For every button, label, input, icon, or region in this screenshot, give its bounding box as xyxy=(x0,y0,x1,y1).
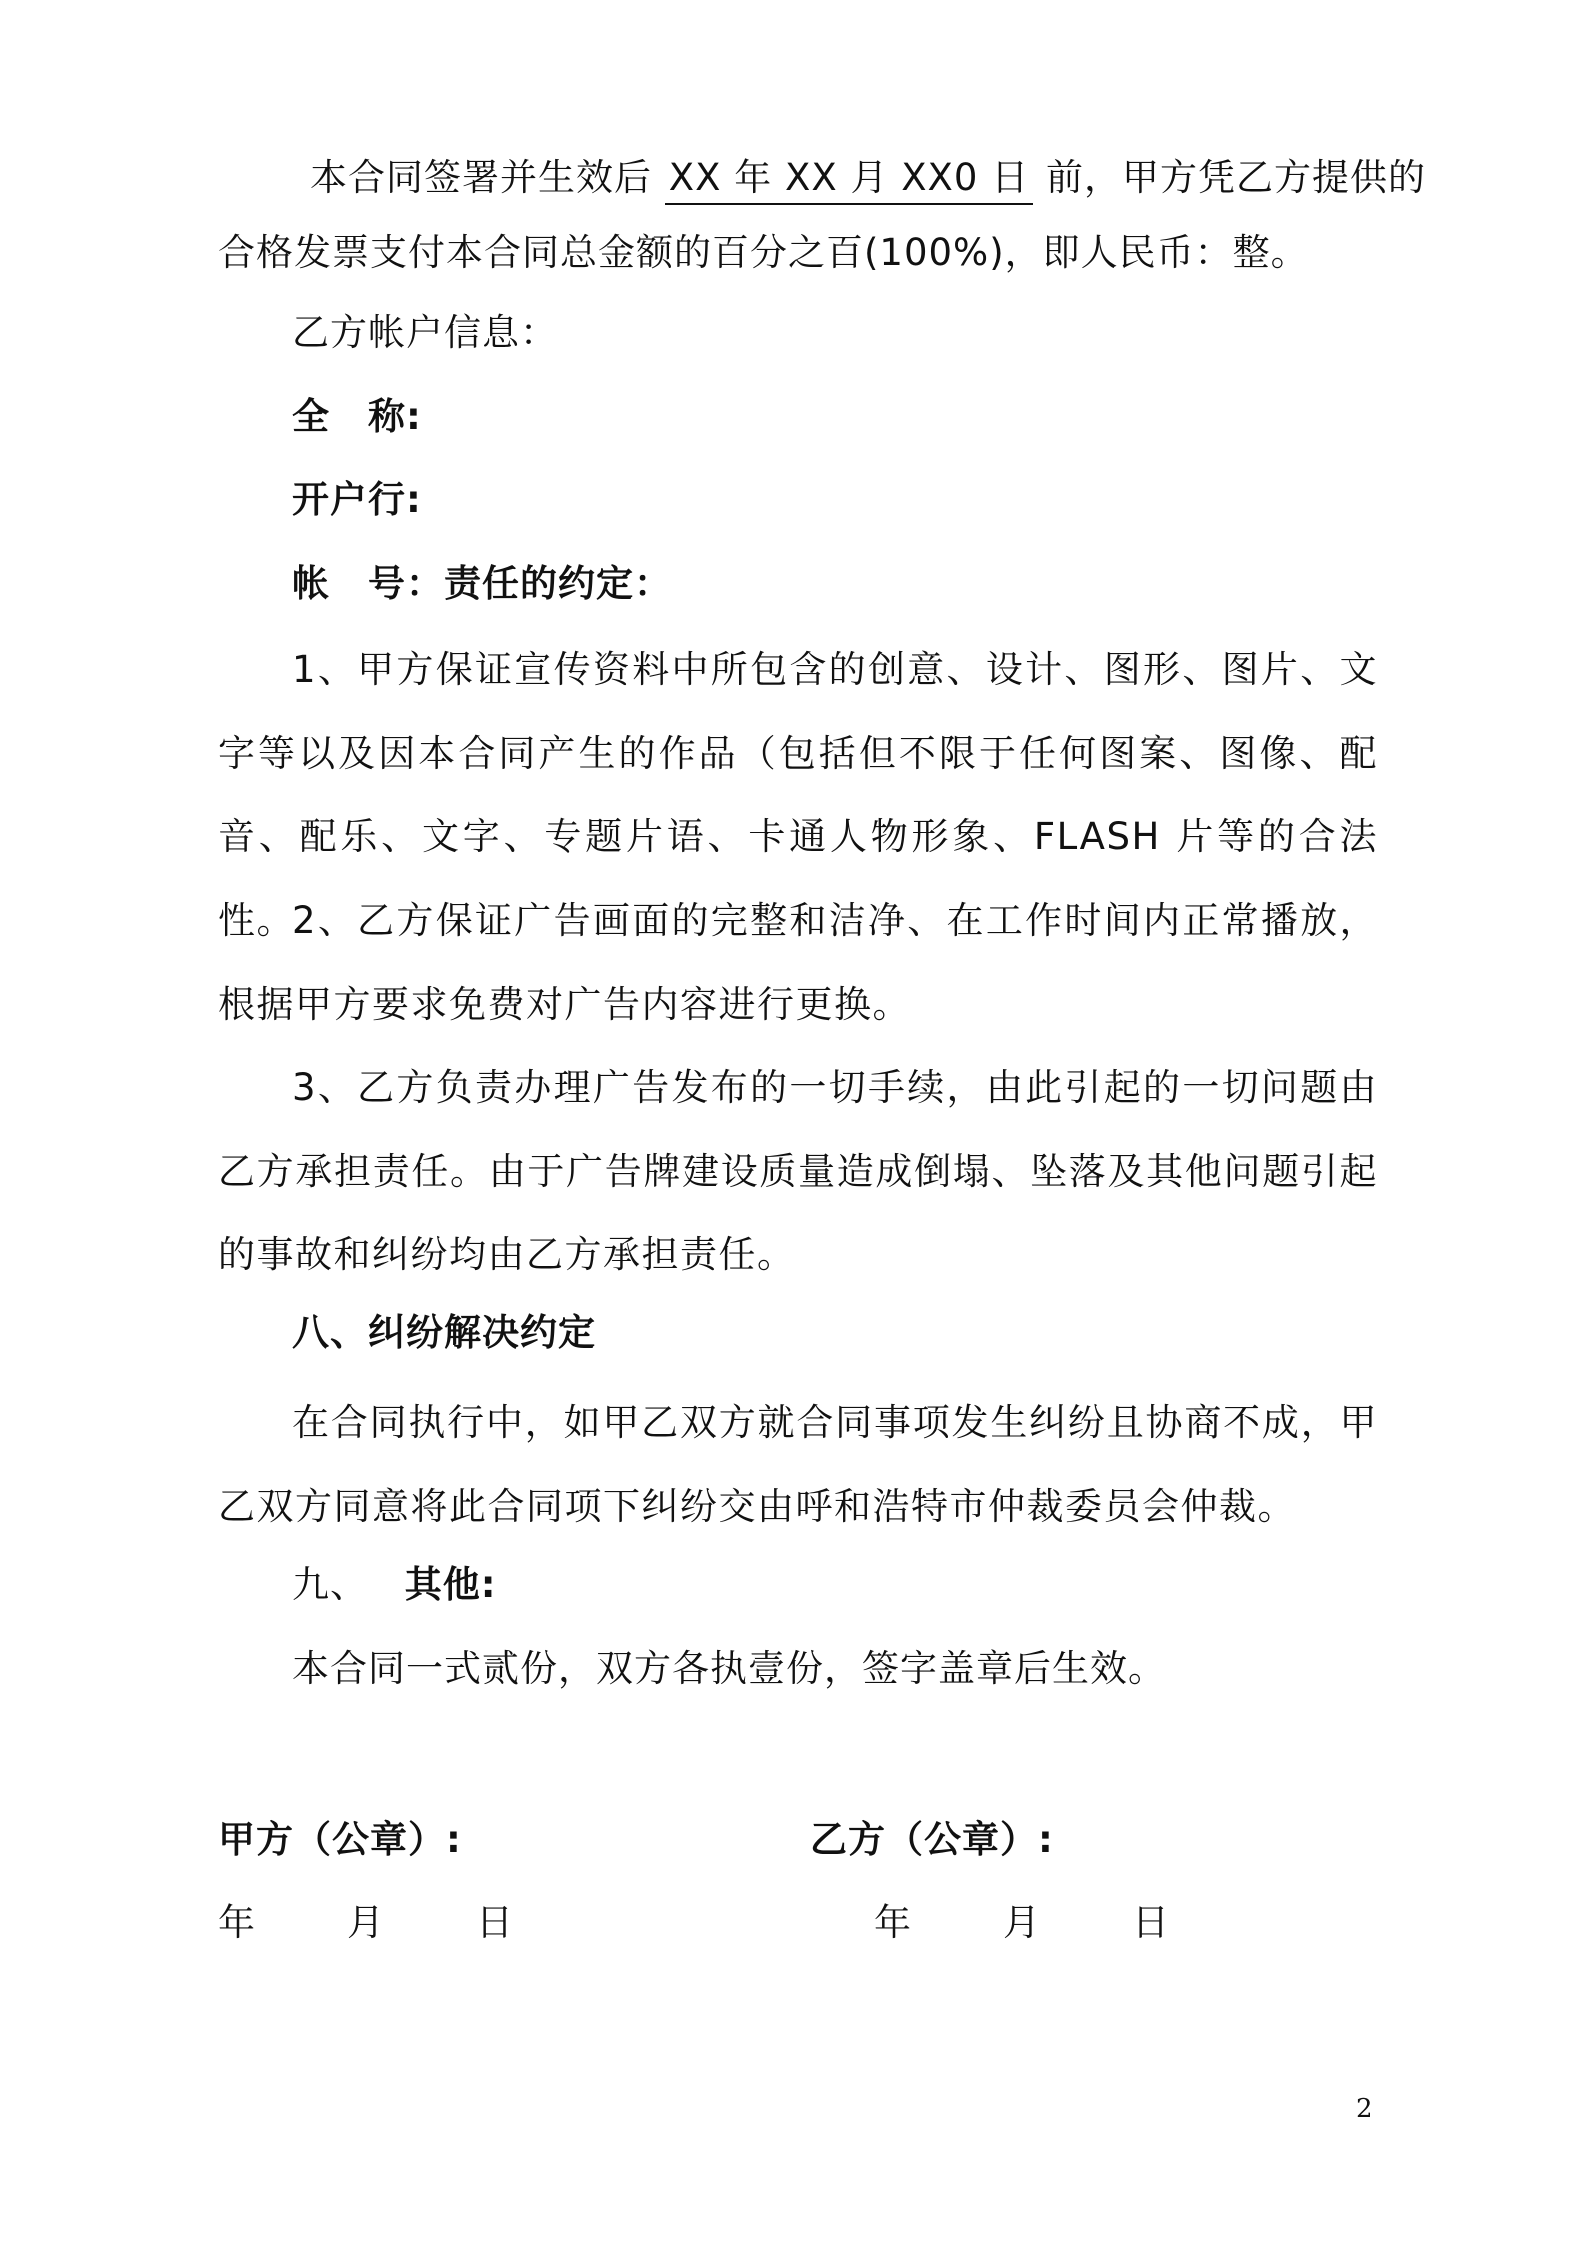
payment-prefix: 本合同签署并生效后 xyxy=(310,156,652,199)
account-heading: 乙方帐户信息： xyxy=(292,311,558,354)
dispute-heading: 八、纠纷解决约定 xyxy=(292,1311,596,1354)
other-heading: 其他: xyxy=(404,1563,497,1606)
other-heading-line xyxy=(292,1560,497,1610)
payment-date-blank: XX 年 XX 月 XX0 日 xyxy=(665,156,1033,205)
party-a-seal: 甲方（公章）: xyxy=(218,1818,462,1861)
payment-line-2: 合格发票支付本合同总金额的百分之百(100%)，即人民币：整。 xyxy=(218,231,1309,274)
payment-line-1 xyxy=(310,153,1426,203)
party-a-date: 年 月 日 xyxy=(218,1901,519,1944)
account-bank: 开户行: xyxy=(292,478,422,521)
other-number: 九、 xyxy=(292,1563,368,1606)
account-number-liability: 帐 号：责任的约定： xyxy=(292,562,672,605)
liability-item-2: 2、乙方保证广告画面的完整和洁净、在工作时间内正常播放，根据甲方要求免费对广告内容进行更换。 xyxy=(218,899,1378,1026)
party-b-seal: 乙方（公章）: xyxy=(810,1818,1054,1861)
account-full-name: 全 称: xyxy=(292,395,422,438)
party-b-date: 年 月 日 xyxy=(874,1901,1175,1944)
dispute-text: 在合同执行中，如甲乙双方就合同事项发生纠纷且协商不成，甲乙双方同意将此合同项下纠纷交由呼和浩特市仲裁委员会仲裁。 xyxy=(218,1401,1378,1528)
other-text: 本合同一式贰份，双方各执壹份，签字盖章后生效。 xyxy=(292,1647,1166,1690)
liability-item-3: 3、乙方负责办理广告发布的一切手续，由此引起的一切问题由乙方承担责任。由于广告牌建设质量造成倒塌、坠落及其他问题引起的事故和纠纷均由乙方承担责任。 xyxy=(218,1066,1378,1276)
page-number: 2 xyxy=(1356,2094,1373,2124)
liability-item-1: 1、甲方保证宣传资料中所包含的创意、设计、图形、图片、文字等以及因本合同产生的作品（包括但不限于任何图案、图像、配音、配乐、文字、专题片语、卡通人物形象、FLASH 片等的合法性。 xyxy=(218,648,1378,942)
payment-suffix: 前，甲方凭乙方提供的 xyxy=(1045,156,1426,199)
